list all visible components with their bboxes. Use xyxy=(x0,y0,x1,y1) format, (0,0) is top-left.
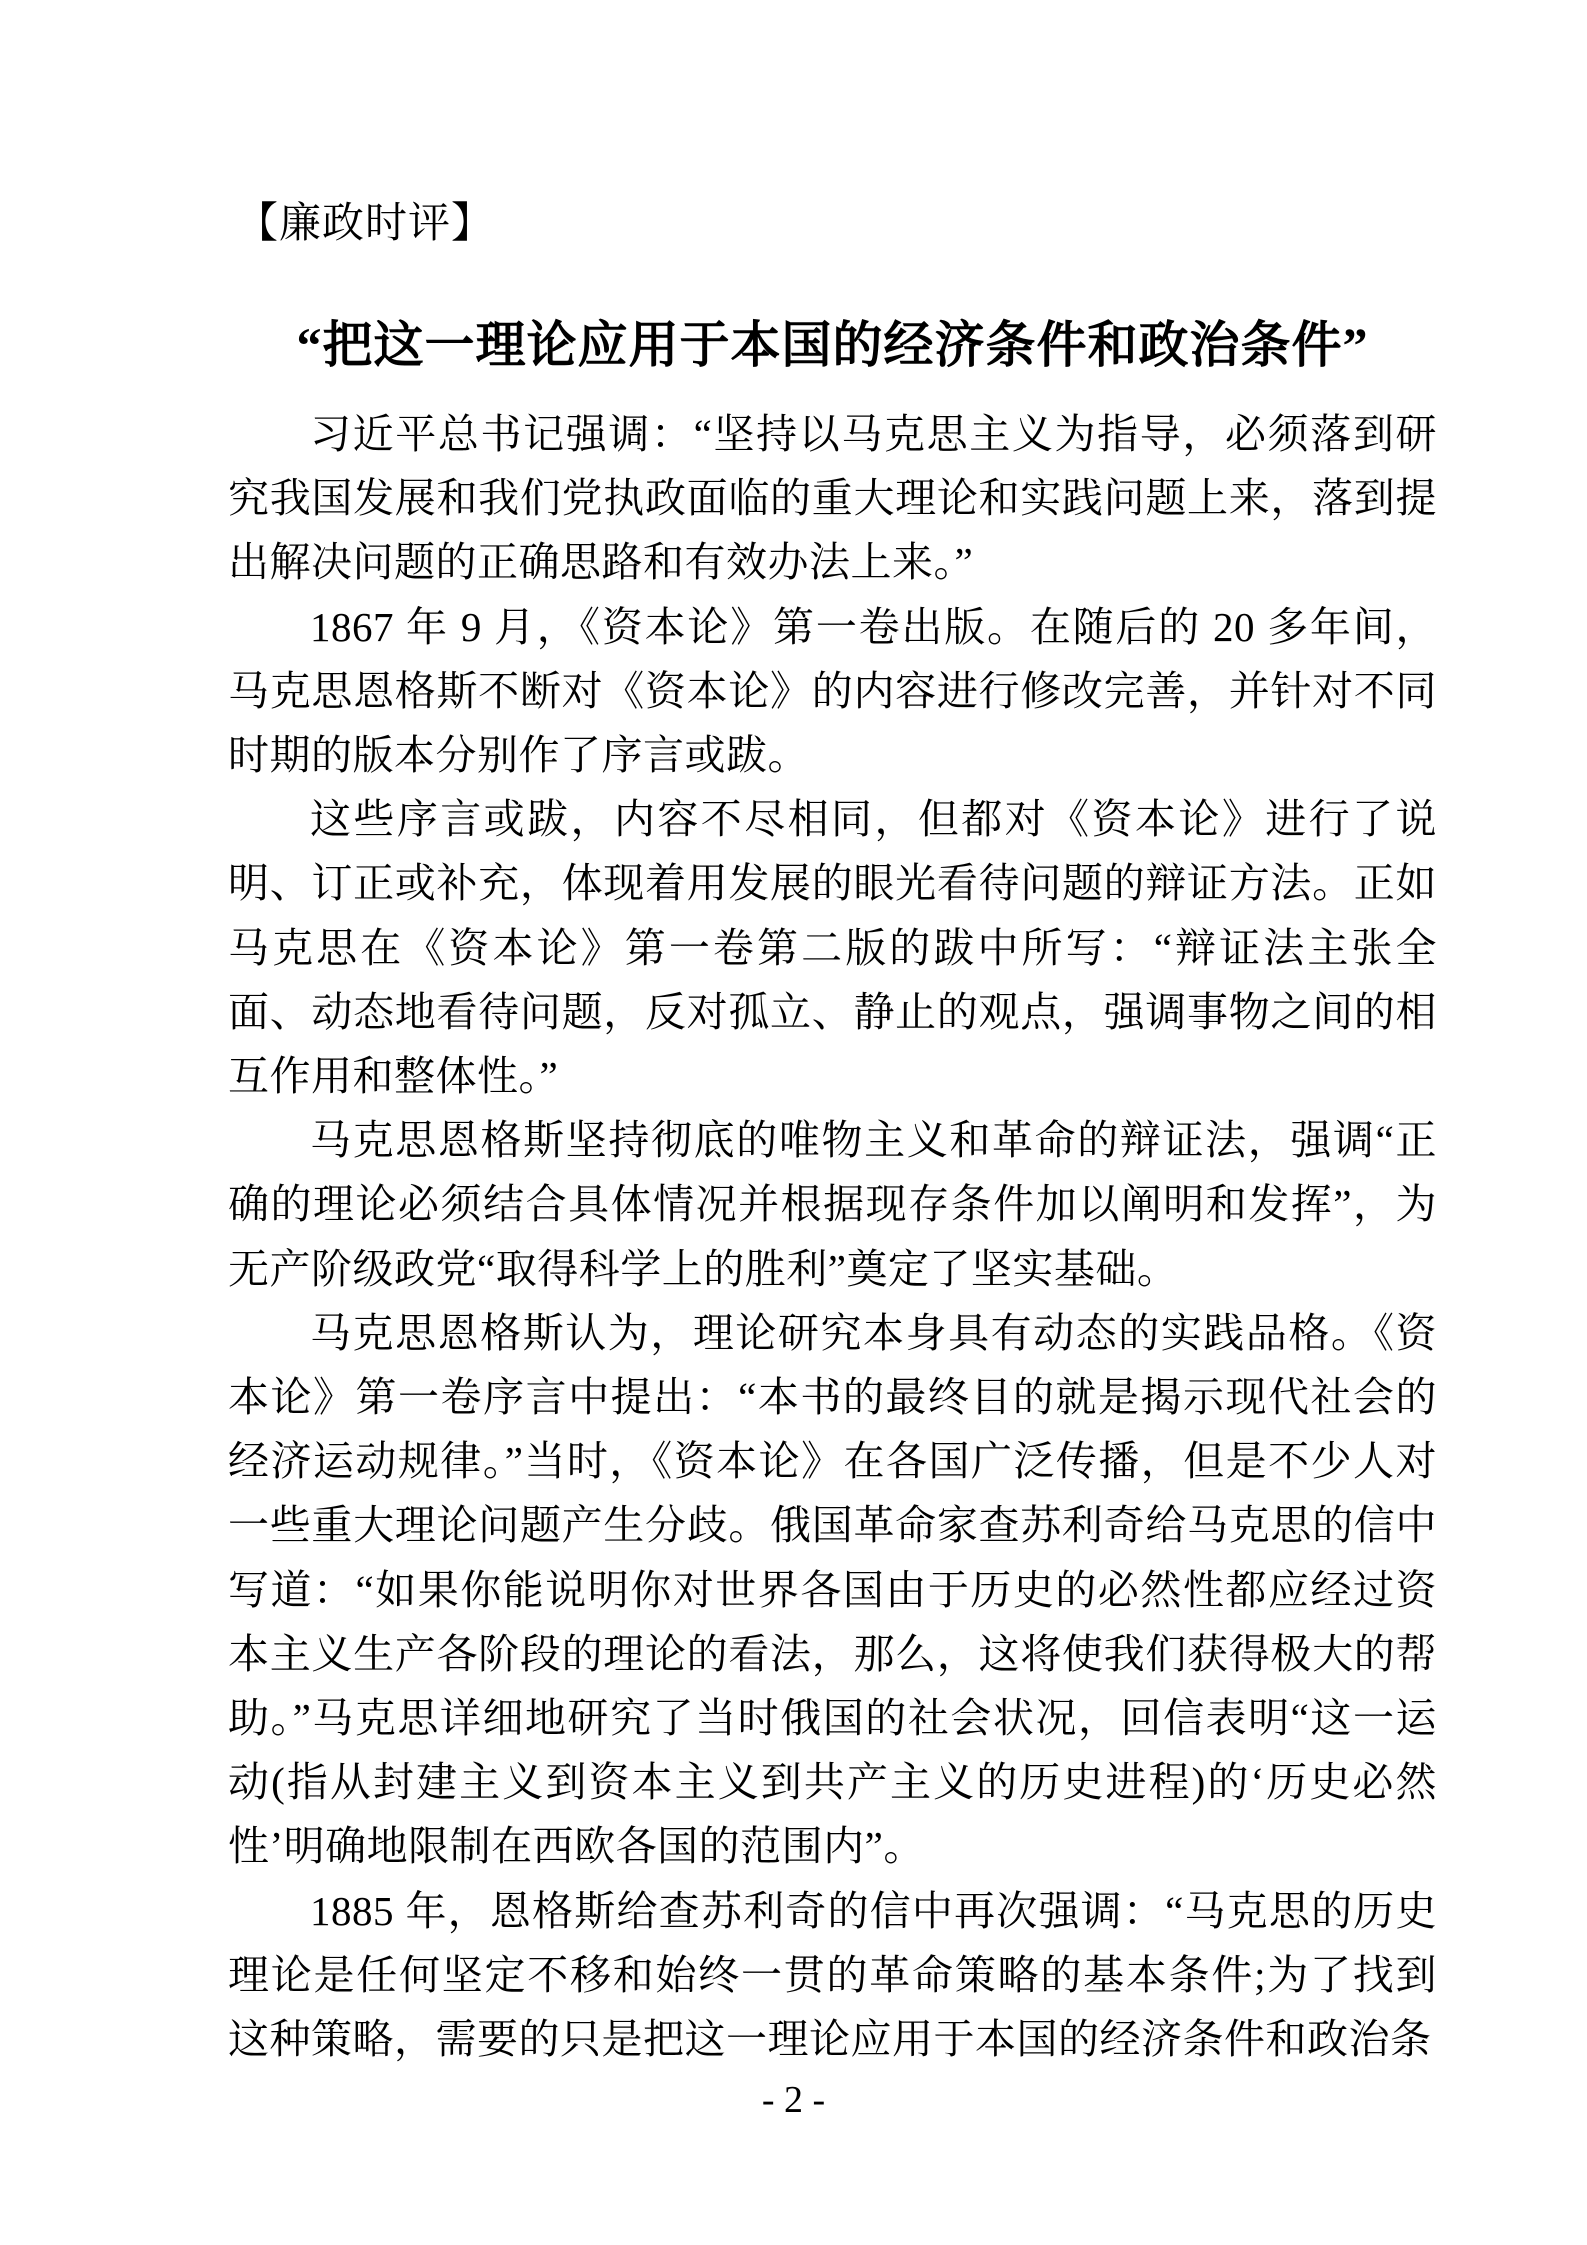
article-title: “把这一理论应用于本国的经济条件和政治条件” xyxy=(296,317,1369,373)
paragraph: 这些序言或跋，内容不尽相同，但都对《资本论》进行了说明、订正或补充，体现着用发展的眼光看待问题的辩证方法。正如马克思在《资本论》第一卷第二版的跋中所写：“辩证法主张全面、动态地看待问题，反对孤立、静止的观点，强调事物之间的相互作用和整体性。” xyxy=(228,796,1437,1100)
page-content xyxy=(0,196,1587,2071)
article-body xyxy=(228,402,1437,2071)
page-number: - 2 - xyxy=(761,2079,826,2121)
paragraph: 1885 年，恩格斯给查苏利奇的信中再次强调：“马克思的历史理论是任何坚定不移和始终一贯的革命策略的基本条件;为了找到这种策略，需要的只是把这一理论应用于本国的经济条件和政治条 xyxy=(228,1887,1437,2063)
paragraph: 马克思恩格斯认为，理论研究本身具有动态的实践品格。《资本论》第一卷序言中提出：“本书的最终目的就是揭示现代社会的经济运动规律。”当时，《资本论》在各国广泛传播，但是不少人对一些重大理论问题产生分歧。俄国革命家查苏利奇给马克思的信中写道：“如果你能说明你对世界各国由于历史的必然性都应经过资本主义生产各阶段的理论的看法，那么，这将使我们获得极大的帮助。”马克思详细地研究了当时俄国的社会状况，回信表明“这一运动(指从封建主义到资本主义到共产主义的历史进程)的‘历史必然性’明确地限制在西欧各国的范围内”。 xyxy=(228,1309,1437,1870)
paragraph: 1867 年 9 月，《资本论》第一卷出版。在随后的 20 多年间，马克思恩格斯不断对《资本论》的内容进行修改完善，并针对不同时期的版本分别作了序言或跋。 xyxy=(228,603,1437,779)
paragraph: 马克思恩格斯坚持彻底的唯物主义和革命的辩证法，强调“正确的理论必须结合具体情况并根据现存条件加以阐明和发挥”，为无产阶级政党“取得科学上的胜利”奠定了坚实基础。 xyxy=(228,1117,1437,1292)
section-tag: 【廉政时评】 xyxy=(236,201,495,247)
paragraph: 习近平总书记强调：“坚持以马克思主义为指导，必须落到研究我国发展和我们党执政面临的重大理论和实践问题上来，落到提出解决问题的正确思路和有效办法上来。” xyxy=(228,411,1437,586)
